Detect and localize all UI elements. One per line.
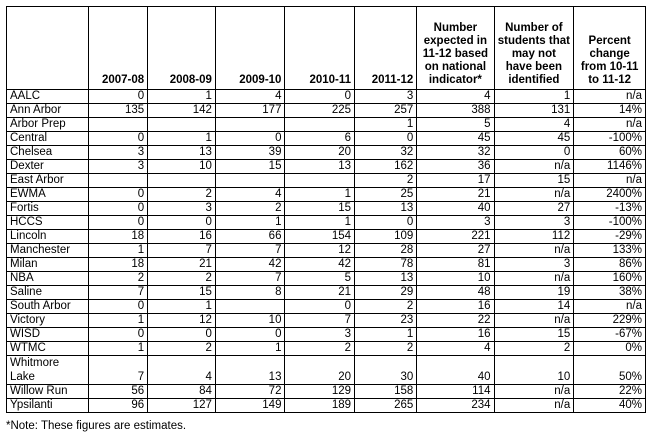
row-label: WISD	[7, 328, 89, 342]
cell-not-identified: n/a	[494, 399, 574, 413]
row-label: East Arbor	[7, 174, 89, 188]
cell-percent-change: 14%	[574, 104, 646, 118]
cell-2010-11: 42	[285, 258, 355, 272]
cell-2010-11: 189	[285, 399, 355, 413]
table-row	[7, 300, 646, 314]
cell-not-identified: 10	[494, 356, 574, 385]
cell-2007-08	[88, 174, 148, 188]
cell-2008-09: 84	[148, 385, 216, 399]
header-row	[7, 7, 646, 90]
cell-2008-09: 13	[148, 146, 216, 160]
cell-not-identified: 2	[494, 342, 574, 356]
row-label: NBA	[7, 272, 89, 286]
cell-percent-change: 22%	[574, 385, 646, 399]
row-label: Milan	[7, 258, 89, 272]
cell-2008-09	[148, 118, 216, 132]
row-label: Dexter	[7, 160, 89, 174]
cell-2007-08: 7	[88, 356, 148, 385]
cell-expected: 234	[417, 399, 494, 413]
cell-expected: 27	[417, 244, 494, 258]
cell-2008-09: 127	[148, 399, 216, 413]
cell-2011-12: 1	[355, 328, 417, 342]
cell-2011-12: 109	[355, 230, 417, 244]
cell-2007-08: 1	[88, 314, 148, 328]
cell-2009-10: 0	[215, 132, 285, 146]
cell-2010-11: 5	[285, 272, 355, 286]
cell-2011-12: 3	[355, 90, 417, 104]
cell-2008-09: 3	[148, 202, 216, 216]
cell-expected: 36	[417, 160, 494, 174]
table-row	[7, 272, 646, 286]
cell-expected: 4	[417, 90, 494, 104]
cell-2009-10: 39	[215, 146, 285, 160]
table-row	[7, 216, 646, 230]
cell-expected: 40	[417, 356, 494, 385]
cell-2010-11: 12	[285, 244, 355, 258]
cell-2007-08: 0	[88, 328, 148, 342]
cell-2011-12: 0	[355, 132, 417, 146]
cell-not-identified: n/a	[494, 314, 574, 328]
cell-not-identified: n/a	[494, 272, 574, 286]
cell-2008-09: 4	[148, 356, 216, 385]
cell-not-identified: 131	[494, 104, 574, 118]
cell-2010-11: 20	[285, 146, 355, 160]
cell-2008-09: 0	[148, 328, 216, 342]
cell-2009-10: 72	[215, 385, 285, 399]
cell-expected: 388	[417, 104, 494, 118]
cell-2011-12: 1	[355, 118, 417, 132]
cell-2008-09: 1	[148, 300, 216, 314]
cell-2008-09: 1	[148, 90, 216, 104]
cell-2009-10: 42	[215, 258, 285, 272]
cell-expected: 10	[417, 272, 494, 286]
cell-2010-11: 21	[285, 286, 355, 300]
table-row	[7, 342, 646, 356]
table-row	[7, 244, 646, 258]
cell-2008-09: 7	[148, 244, 216, 258]
cell-percent-change: 0%	[574, 342, 646, 356]
cell-2007-08: 3	[88, 160, 148, 174]
table-row	[7, 399, 646, 413]
row-label: AALC	[7, 90, 89, 104]
cell-2007-08: 0	[88, 188, 148, 202]
cell-not-identified: n/a	[494, 188, 574, 202]
cell-percent-change: n/a	[574, 300, 646, 314]
cell-not-identified: n/a	[494, 385, 574, 399]
cell-not-identified: 15	[494, 328, 574, 342]
cell-2009-10: 4	[215, 90, 285, 104]
cell-2008-09: 1	[148, 132, 216, 146]
cell-2011-12: 78	[355, 258, 417, 272]
cell-2009-10: 149	[215, 399, 285, 413]
row-label: Chelsea	[7, 146, 89, 160]
cell-2007-08: 0	[88, 132, 148, 146]
cell-expected: 45	[417, 132, 494, 146]
cell-2010-11: 6	[285, 132, 355, 146]
cell-2011-12: 0	[355, 216, 417, 230]
cell-not-identified: 27	[494, 202, 574, 216]
cell-not-identified: 14	[494, 300, 574, 314]
header-expected: Number expected in 11-12 based on national indicator*	[417, 7, 494, 90]
data-table	[6, 6, 646, 413]
cell-expected: 21	[417, 188, 494, 202]
cell-2010-11: 154	[285, 230, 355, 244]
cell-expected: 5	[417, 118, 494, 132]
cell-2007-08: 18	[88, 258, 148, 272]
cell-expected: 221	[417, 230, 494, 244]
header-2007-08: 2007-08	[88, 7, 148, 90]
table-row	[7, 328, 646, 342]
cell-2007-08: 1	[88, 342, 148, 356]
cell-2011-12: 23	[355, 314, 417, 328]
cell-2010-11	[285, 118, 355, 132]
cell-percent-change: -67%	[574, 328, 646, 342]
cell-2007-08	[88, 118, 148, 132]
table-row	[7, 314, 646, 328]
cell-expected: 16	[417, 300, 494, 314]
cell-expected: 40	[417, 202, 494, 216]
table-row	[7, 174, 646, 188]
cell-2009-10: 8	[215, 286, 285, 300]
table-row	[7, 146, 646, 160]
cell-2009-10: 1	[215, 342, 285, 356]
table-row	[7, 90, 646, 104]
header-2010-11: 2010-11	[285, 7, 355, 90]
cell-2007-08: 1	[88, 244, 148, 258]
cell-expected: 114	[417, 385, 494, 399]
cell-2010-11: 20	[285, 356, 355, 385]
cell-percent-change: 40%	[574, 399, 646, 413]
cell-2011-12: 28	[355, 244, 417, 258]
cell-2007-08: 0	[88, 202, 148, 216]
cell-not-identified: 4	[494, 118, 574, 132]
cell-2010-11: 0	[285, 90, 355, 104]
header-percent-change: Percent change from 10-11 to 11-12	[574, 7, 646, 90]
row-label: Saline	[7, 286, 89, 300]
cell-percent-change: n/a	[574, 174, 646, 188]
table-row	[7, 160, 646, 174]
header-not-identified: Number of students that may not have been identified	[494, 7, 574, 90]
cell-expected: 4	[417, 342, 494, 356]
cell-2009-10: 177	[215, 104, 285, 118]
cell-percent-change: 38%	[574, 286, 646, 300]
cell-2007-08: 135	[88, 104, 148, 118]
table-row	[7, 230, 646, 244]
cell-2008-09: 2	[148, 272, 216, 286]
cell-2008-09: 2	[148, 342, 216, 356]
header-name	[7, 7, 89, 90]
header-2009-10: 2009-10	[215, 7, 285, 90]
cell-2009-10: 66	[215, 230, 285, 244]
cell-2007-08: 3	[88, 146, 148, 160]
cell-percent-change: -29%	[574, 230, 646, 244]
cell-percent-change: 60%	[574, 146, 646, 160]
cell-expected: 32	[417, 146, 494, 160]
cell-2009-10: 13	[215, 356, 285, 385]
table-row	[7, 258, 646, 272]
cell-not-identified: n/a	[494, 244, 574, 258]
row-label: Lincoln	[7, 230, 89, 244]
cell-2007-08: 56	[88, 385, 148, 399]
cell-2008-09: 12	[148, 314, 216, 328]
cell-2010-11: 0	[285, 300, 355, 314]
cell-2007-08: 0	[88, 300, 148, 314]
cell-2011-12: 2	[355, 174, 417, 188]
cell-not-identified: n/a	[494, 160, 574, 174]
cell-2010-11: 1	[285, 188, 355, 202]
cell-percent-change: n/a	[574, 118, 646, 132]
table-row	[7, 132, 646, 146]
cell-2009-10	[215, 300, 285, 314]
table-row	[7, 286, 646, 300]
row-label: South Arbor	[7, 300, 89, 314]
table-row	[7, 104, 646, 118]
cell-2009-10	[215, 174, 285, 188]
row-label: WTMC	[7, 342, 89, 356]
cell-2009-10: 4	[215, 188, 285, 202]
cell-2011-12: 13	[355, 272, 417, 286]
cell-2008-09: 10	[148, 160, 216, 174]
cell-2010-11: 225	[285, 104, 355, 118]
cell-2007-08: 18	[88, 230, 148, 244]
cell-2011-12: 30	[355, 356, 417, 385]
cell-percent-change: -100%	[574, 216, 646, 230]
cell-expected: 16	[417, 328, 494, 342]
cell-not-identified: 3	[494, 216, 574, 230]
cell-percent-change: -13%	[574, 202, 646, 216]
cell-2011-12: 25	[355, 188, 417, 202]
cell-2008-09: 16	[148, 230, 216, 244]
cell-2008-09: 15	[148, 286, 216, 300]
cell-percent-change: 229%	[574, 314, 646, 328]
cell-percent-change: 86%	[574, 258, 646, 272]
footnote: *Note: These figures are estimates.	[6, 420, 187, 432]
row-label: Whitmore Lake	[7, 356, 89, 385]
cell-expected: 3	[417, 216, 494, 230]
cell-2010-11: 13	[285, 160, 355, 174]
table-row	[7, 385, 646, 399]
cell-2008-09	[148, 174, 216, 188]
row-label: Willow Run	[7, 385, 89, 399]
cell-2007-08: 96	[88, 399, 148, 413]
cell-2010-11: 3	[285, 328, 355, 342]
cell-2007-08: 0	[88, 216, 148, 230]
table-row	[7, 202, 646, 216]
cell-2009-10: 2	[215, 202, 285, 216]
cell-percent-change: -100%	[574, 132, 646, 146]
cell-expected: 17	[417, 174, 494, 188]
cell-2009-10: 7	[215, 272, 285, 286]
row-label: Manchester	[7, 244, 89, 258]
cell-percent-change: 133%	[574, 244, 646, 258]
table-body	[7, 90, 646, 413]
cell-2009-10	[215, 118, 285, 132]
cell-expected: 22	[417, 314, 494, 328]
cell-2009-10: 7	[215, 244, 285, 258]
cell-2010-11: 1	[285, 216, 355, 230]
cell-2010-11	[285, 174, 355, 188]
cell-2009-10: 1	[215, 216, 285, 230]
row-label: Central	[7, 132, 89, 146]
cell-2010-11: 129	[285, 385, 355, 399]
cell-2008-09: 142	[148, 104, 216, 118]
cell-percent-change: 1146%	[574, 160, 646, 174]
table-row	[7, 118, 646, 132]
cell-2007-08: 7	[88, 286, 148, 300]
cell-percent-change: 160%	[574, 272, 646, 286]
row-label: HCCS	[7, 216, 89, 230]
cell-2008-09: 0	[148, 216, 216, 230]
cell-2009-10: 0	[215, 328, 285, 342]
table-row	[7, 188, 646, 202]
cell-not-identified: 3	[494, 258, 574, 272]
cell-2011-12: 2	[355, 300, 417, 314]
cell-percent-change: 2400%	[574, 188, 646, 202]
row-label: Ypsilanti	[7, 399, 89, 413]
cell-not-identified: 112	[494, 230, 574, 244]
cell-2009-10: 10	[215, 314, 285, 328]
cell-2008-09: 2	[148, 188, 216, 202]
cell-2011-12: 162	[355, 160, 417, 174]
row-label: Fortis	[7, 202, 89, 216]
row-label: EWMA	[7, 188, 89, 202]
cell-2010-11: 2	[285, 342, 355, 356]
row-label: Ann Arbor	[7, 104, 89, 118]
cell-2011-12: 29	[355, 286, 417, 300]
cell-2010-11: 15	[285, 202, 355, 216]
cell-2010-11: 7	[285, 314, 355, 328]
cell-2007-08: 2	[88, 272, 148, 286]
cell-2008-09: 21	[148, 258, 216, 272]
cell-expected: 48	[417, 286, 494, 300]
cell-2011-12: 158	[355, 385, 417, 399]
table-row	[7, 356, 646, 385]
header-2008-09: 2008-09	[148, 7, 216, 90]
cell-not-identified: 1	[494, 90, 574, 104]
cell-2011-12: 257	[355, 104, 417, 118]
cell-2009-10: 15	[215, 160, 285, 174]
cell-2011-12: 32	[355, 146, 417, 160]
cell-2011-12: 2	[355, 342, 417, 356]
cell-not-identified: 15	[494, 174, 574, 188]
cell-not-identified: 19	[494, 286, 574, 300]
row-label: Victory	[7, 314, 89, 328]
cell-not-identified: 45	[494, 132, 574, 146]
cell-2011-12: 265	[355, 399, 417, 413]
cell-2011-12: 13	[355, 202, 417, 216]
header-2011-12: 2011-12	[355, 7, 417, 90]
cell-not-identified: 0	[494, 146, 574, 160]
cell-expected: 81	[417, 258, 494, 272]
cell-2007-08: 0	[88, 90, 148, 104]
cell-percent-change: 50%	[574, 356, 646, 385]
row-label: Arbor Prep	[7, 118, 89, 132]
cell-percent-change: n/a	[574, 90, 646, 104]
